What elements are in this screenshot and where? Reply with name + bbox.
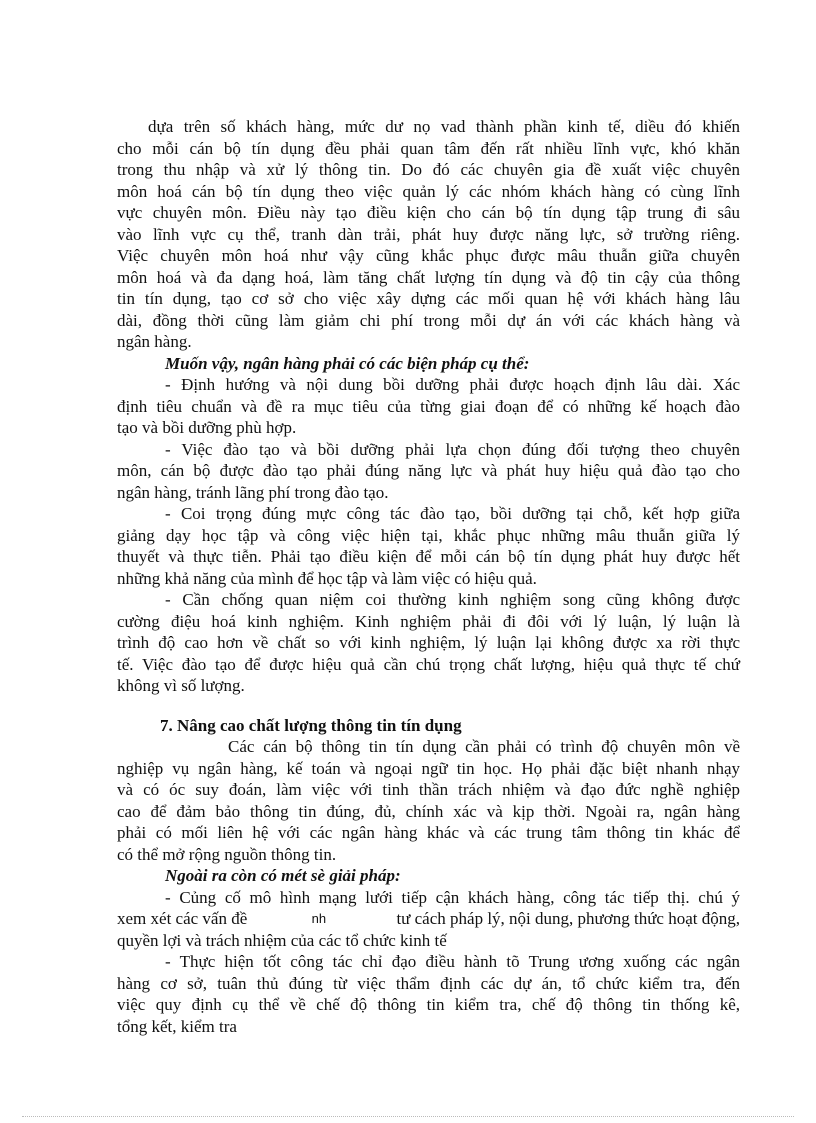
text-line <box>117 697 740 715</box>
text-line: việc quy định cụ thể về chế độ thông tin kiểm tra, chế độ thông tin thống kê, <box>117 995 740 1014</box>
text-line: quyền lợi và trách nhiệm của các tổ chức kinh tế <box>117 930 447 950</box>
text-line: - Định hướng và nội dung bồi dưỡng phải được hoạch định lâu dài. Xác <box>165 375 740 394</box>
text-line <box>117 908 740 930</box>
text-fragment: xem xét các vấn đề <box>117 909 248 928</box>
text-line: tin tín dụng, tạo cơ sở cho việc xây dựng các mối quan hệ với khách hàng lâu <box>117 289 740 308</box>
text-line: cao để đảm bảo thông tin đúng, đủ, chính xác và kịp thời. Ngoài ra, ngân hàng <box>117 801 740 821</box>
text-line: vực chuyên môn. Điều này tạo điều kiện cho cán bộ tín dụng tập trung đi sâu <box>117 203 740 222</box>
text-line: những khả năng của mình để học tập và làm việc có hiệu quả. <box>117 568 537 588</box>
text-line: môn hoá cán bộ tín dụng theo việc quản lý các nhóm khách hàng có cùng lĩnh <box>117 181 740 201</box>
text-line: tạo và bồi dưỡng phù hợp. <box>117 418 297 437</box>
text-line: nghiệp vụ ngân hàng, kế toán và ngoại ngữ tin học. Họ phải đặc biệt nhanh nhạy <box>117 758 740 778</box>
text-line: vào lĩnh vực cụ thể, tranh dàn trải, phát huy được năng lực, sở trường riêng. <box>117 224 740 244</box>
text-line: phải có mối liên hệ với các ngân hàng khác và các trung tâm thông tin khác để <box>117 823 740 842</box>
text-line: giảng dạy học tập và công việc hiện tại, khắc phục những mâu thuẫn giữa lý <box>117 525 740 545</box>
section-heading: 7. Nâng cao chất lượng thông tin tín dụng <box>160 715 462 735</box>
text-line: - Việc đào tạo và bồi dưỡng phải lựa chọn đúng đối tượng theo chuyên <box>165 439 740 459</box>
document-page-body <box>117 116 740 1037</box>
text-line: dài, đồng thời cũng làm giảm chi phí trong mỗi dự án với các khách hàng và <box>117 310 740 330</box>
text-line: cường điệu hoá kinh nghiệm. Kinh nghiệm phải đi đôi với lý luận, lý luận là <box>117 611 740 631</box>
text-line: cho mỗi cán bộ tín dụng đều phải quan tâm đến rất nhiều lĩnh vực, khó khăn <box>117 138 740 158</box>
italic-subheading: Ngoài ra còn có mét sè giải pháp: <box>165 866 401 885</box>
italic-subheading: Muốn vậy, ngân hàng phải có các biện pháp cụ thể: <box>165 353 530 373</box>
stray-subscript-text: nh <box>311 911 327 926</box>
page-bottom-divider <box>22 1116 794 1117</box>
text-line: định tiêu chuẩn và đề ra mục tiêu của từng giai đoạn để có những kế hoạch đào <box>117 396 740 416</box>
text-line: và có óc suy đoán, làm việc với tinh thần trách nhiệm và đạo đức nghề nghiệp <box>117 780 740 799</box>
text-line: - Thực hiện tốt công tác chỉ đạo điều hành tõ Trung ương xuống các ngân <box>165 952 740 971</box>
text-line: trình độ cao hơn về chất so với kinh nghiệm, lý luận lại không được xa rời thực <box>117 633 740 652</box>
text-line: ngân hàng, tránh lãng phí trong đào tạo. <box>117 482 389 502</box>
text-line: - Cần chống quan niệm coi thường kinh nghiệm song cũng không được <box>165 590 740 609</box>
text-line: Các cán bộ thông tin tín dụng cần phải có trình độ chuyên môn về <box>228 737 740 756</box>
text-line: môn, cán bộ được đào tạo phải đúng năng lực và phát huy hiệu quả đào tạo cho <box>117 461 740 480</box>
text-line: ngân hàng. <box>117 332 192 351</box>
text-line: - Coi trọng đúng mực công tác đào tạo, bồi dưỡng tại chỗ, kết hợp giữa <box>165 504 740 523</box>
text-line: - Củng cố mô hình mạng lưới tiếp cận khách hàng, công tác tiếp thị. chú ý <box>165 887 740 907</box>
text-line: tế. Việc đào tạo để được hiệu quả cần chú trọng chất lượng, hiệu quả thực tế chứ <box>117 654 740 674</box>
text-line: dựa trên số khách hàng, mức dư nọ vad thành phần kinh tế, diều đó khiến <box>148 117 740 136</box>
text-line: Việc chuyên môn hoá như vậy cũng khắc phục được mâu thuẫn giữa chuyên <box>117 246 740 265</box>
text-line: thuyết và thực tiễn. Phải tạo điều kiện để mỗi cán bộ tín dụng phát huy được hết <box>117 547 740 566</box>
text-line: tổng kết, kiểm tra <box>117 1016 237 1036</box>
text-fragment: tư cách pháp lý, nội dung, phương thức hoạt động, <box>396 909 740 928</box>
text-line: có thể mở rộng nguồn thông tin. <box>117 844 337 864</box>
text-line: không vì số lượng. <box>117 676 245 695</box>
text-line: trong thu nhập và xử lý thông tin. Do đó các chuyên gia đề xuất việc chuyên <box>117 160 740 179</box>
text-line: hàng cơ sở, tuân thủ đúng từ việc thẩm định các dự án, tổ chức kiểm tra, đến <box>117 973 740 993</box>
text-line: môn hoá và đa dạng hoá, làm tăng chất lượng tín dụng và độ tin cậy của thông <box>117 267 740 287</box>
